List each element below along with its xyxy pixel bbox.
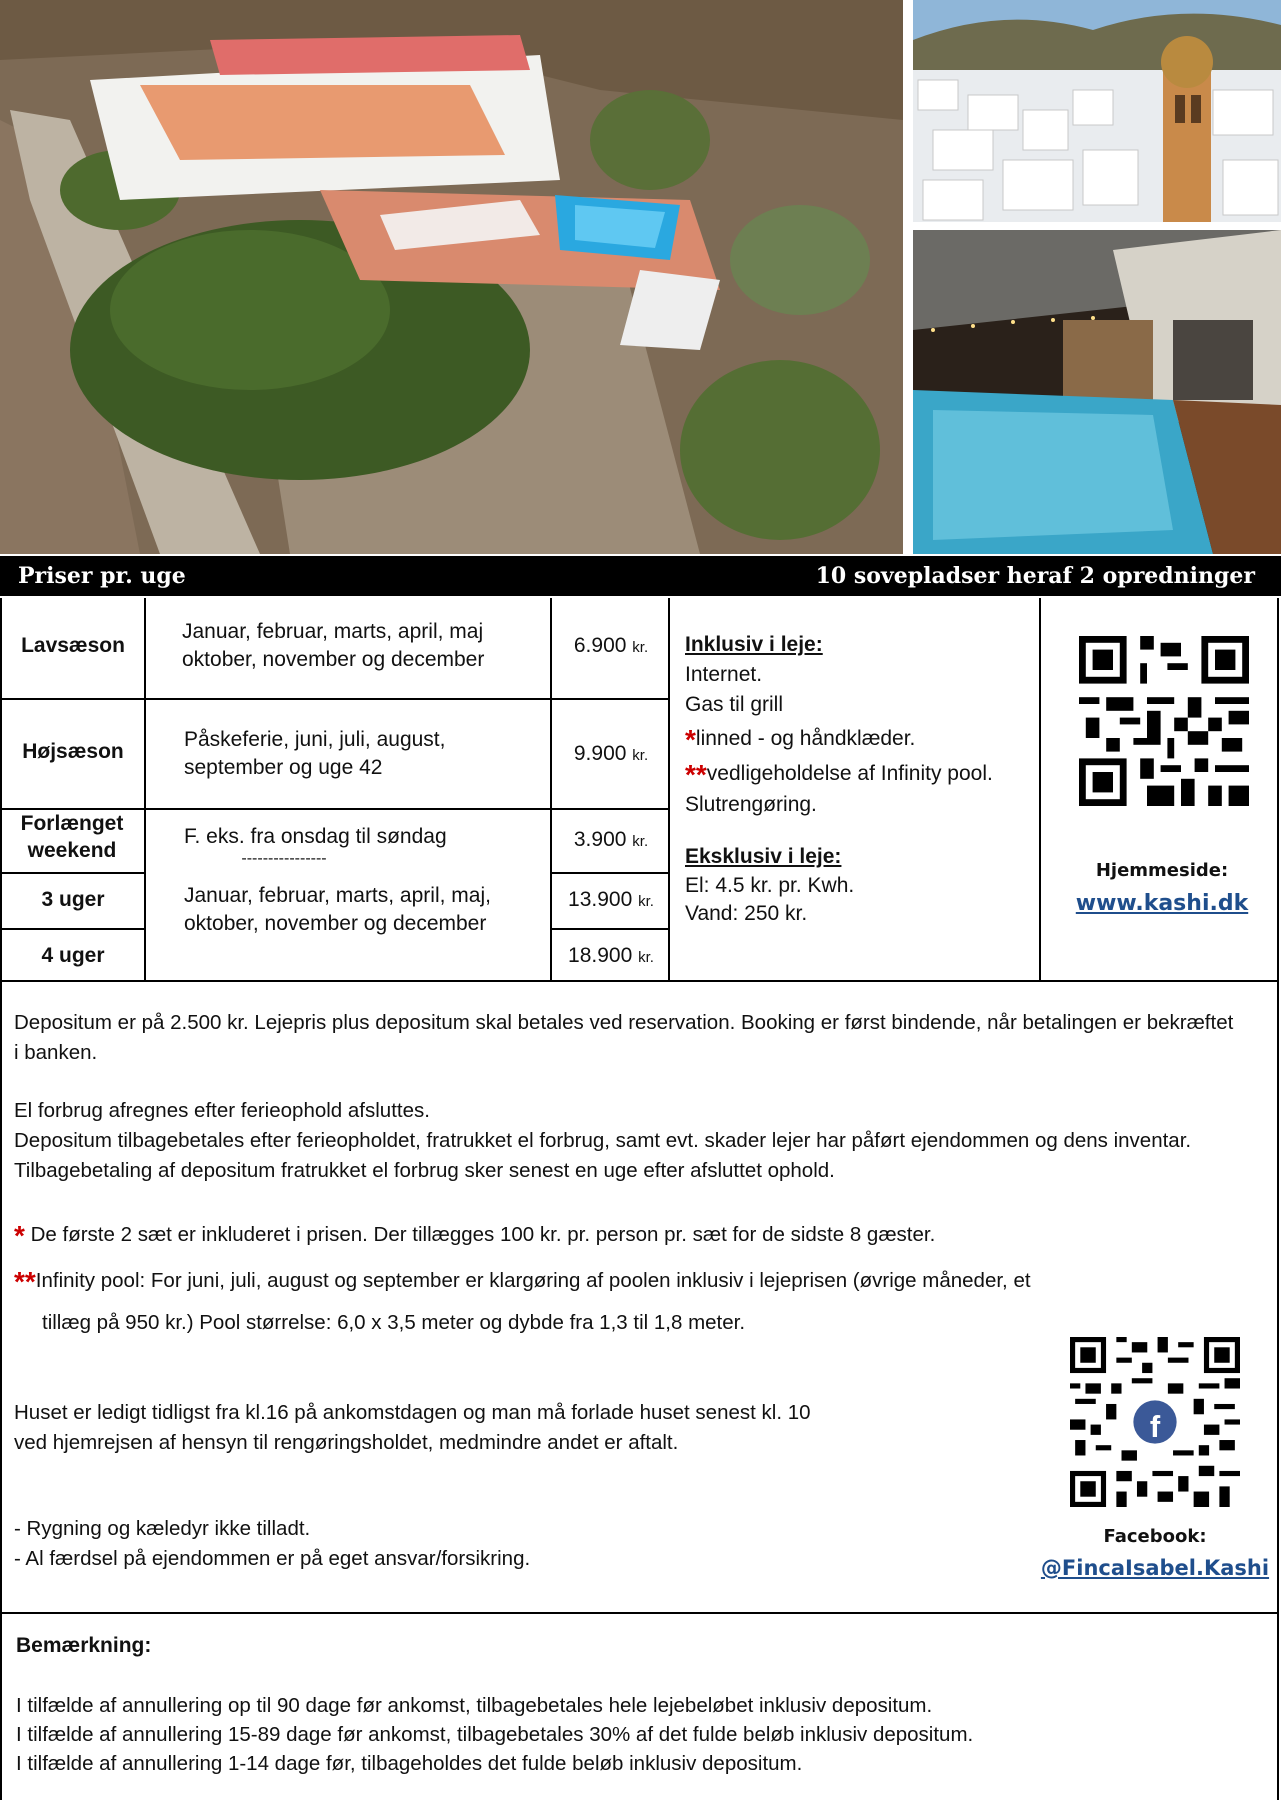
footnote-pool-line1: **Infinity pool: For juni, juli, august og september er klargøring af poolen inklusiv i lejeprisen (øvrige måneder, et bbox=[14, 1266, 1031, 1297]
cancellation-90-days: I tilfælde af annullering op til 90 dage før ankomst, tilbagebetales hele lejebeløbet inklusiv depositum. bbox=[16, 1694, 933, 1717]
checkin-line2: ved hjemrejsen af hensyn til rengøringsholdet, medmindre andet er aftalt. bbox=[14, 1431, 679, 1454]
cancellation-1-14-days: I tilfælde af annullering 1-14 dage før, tilbageholdes det fulde beløb inklusiv depositum. bbox=[16, 1752, 803, 1775]
footnote-linen: * De første 2 sæt er inkluderet i prisen. Der tillægges 100 kr. pr. person pr. sæt for de sidste 8 gæster. bbox=[14, 1220, 936, 1251]
website-link[interactable]: www.kashi.dk bbox=[1075, 891, 1249, 916]
price-header-bar bbox=[0, 556, 1281, 596]
remarks-title: Bemærkning: bbox=[16, 1634, 152, 1657]
four-weeks-price: 18.900 kr. bbox=[568, 944, 654, 967]
website-qr-code[interactable] bbox=[1079, 636, 1249, 806]
facebook-qr-code[interactable] bbox=[1070, 1337, 1240, 1507]
season-high-price: 9.900 kr. bbox=[573, 742, 649, 765]
rule-liability: - Al færdsel på ejendommen er på eget ansvar/forsikring. bbox=[14, 1547, 531, 1570]
season-high-desc: Påskeferie, juni, juli, august, september og uge 42 bbox=[184, 728, 446, 779]
long-stay-desc: Januar, februar, marts, april, maj, oktober, november og december bbox=[184, 884, 491, 935]
deposit-text: Depositum er på 2.500 kr. Lejepris plus depositum skal betales ved reservation. Booking er først bindende, når betalingen er bekræftet i banken. bbox=[14, 1011, 1234, 1064]
season-long-weekend: Forlænget weekend bbox=[20, 812, 124, 862]
rule-smoking: - Rygning og kæledyr ikke tilladt. bbox=[14, 1517, 311, 1540]
town-church-photo bbox=[913, 0, 1281, 222]
included-cleaning: Slutrengøring. bbox=[685, 793, 817, 816]
long-weekend-desc: F. eks. fra onsdag til søndag bbox=[184, 825, 447, 848]
cancellation-15-89-days: I tilfælde af annullering 15-89 dage før ankomst, tilbagebetales 30% af det fulde beløb inklusiv depositum. bbox=[16, 1723, 974, 1746]
checkin-line1: Huset er ledigt tidligst fra kl.16 på ankomstdagen og man må forlade huset senest kl. 10 bbox=[14, 1401, 811, 1424]
remarks-section bbox=[0, 1614, 1279, 1800]
four-weeks: 4 uger bbox=[41, 944, 105, 967]
excluded-title: Eksklusiv i leje: bbox=[685, 845, 842, 868]
svg-text:f: f bbox=[1149, 1408, 1161, 1444]
price-table bbox=[0, 598, 1279, 982]
electricity-text: El forbrug afregnes efter ferieophold afsluttes. bbox=[14, 1099, 430, 1122]
long-weekend-price: 3.900 kr. bbox=[573, 828, 649, 851]
included-gas: Gas til grill bbox=[685, 693, 784, 716]
facebook-link[interactable]: @FincaIsabel.Kashi bbox=[1040, 1556, 1270, 1580]
pool-night-photo bbox=[913, 230, 1281, 554]
photo-collage bbox=[0, 0, 1281, 554]
excluded-water: Vand: 250 kr. bbox=[685, 902, 808, 925]
excluded-electricity: El: 4.5 kr. pr. Kwh. bbox=[685, 874, 855, 897]
footnote-pool-line2: tillæg på 950 kr.) Pool størrelse: 6,0 x 3,5 meter og dybde fra 1,3 til 1,8 meter. bbox=[42, 1311, 746, 1334]
included-pool: **vedligeholdelse af Infinity pool. bbox=[685, 759, 993, 790]
terms-section bbox=[0, 982, 1279, 1614]
sleeping-places-info: 10 sovepladser heraf 2 opredninger bbox=[815, 563, 1255, 589]
season-low-desc: Januar, februar, marts, april, maj oktober, november og december bbox=[182, 620, 485, 671]
villa-aerial-photo bbox=[0, 0, 903, 554]
included-title: Inklusiv i leje: bbox=[685, 633, 823, 656]
season-low-price: 6.900 kr. bbox=[573, 634, 649, 657]
included-internet: Internet. bbox=[685, 663, 763, 686]
season-low: Lavsæson bbox=[21, 634, 125, 657]
row-separator: ---------------- bbox=[241, 850, 327, 867]
refund-text: Depositum tilbagebetales efter ferieopholdet, fratrukket el forbrug, samt evt. skader lejer har påført ejendommen og dens inventar. Tilbagebetaling af depositum fratrukket el forbrug sker senest en uge efter afsluttet ophold. bbox=[14, 1129, 1192, 1182]
three-weeks-price: 13.900 kr. bbox=[568, 888, 654, 911]
website-label: Hjemmeside: bbox=[1095, 860, 1229, 881]
three-weeks: 3 uger bbox=[41, 888, 105, 911]
season-high: Højsæson bbox=[22, 740, 124, 763]
included-linen: *linned - og håndklæder. bbox=[685, 724, 916, 755]
included-section bbox=[685, 630, 1045, 928]
prices-per-week-title: Priser pr. uge bbox=[18, 563, 186, 589]
facebook-label: Facebook: bbox=[1103, 1526, 1207, 1547]
